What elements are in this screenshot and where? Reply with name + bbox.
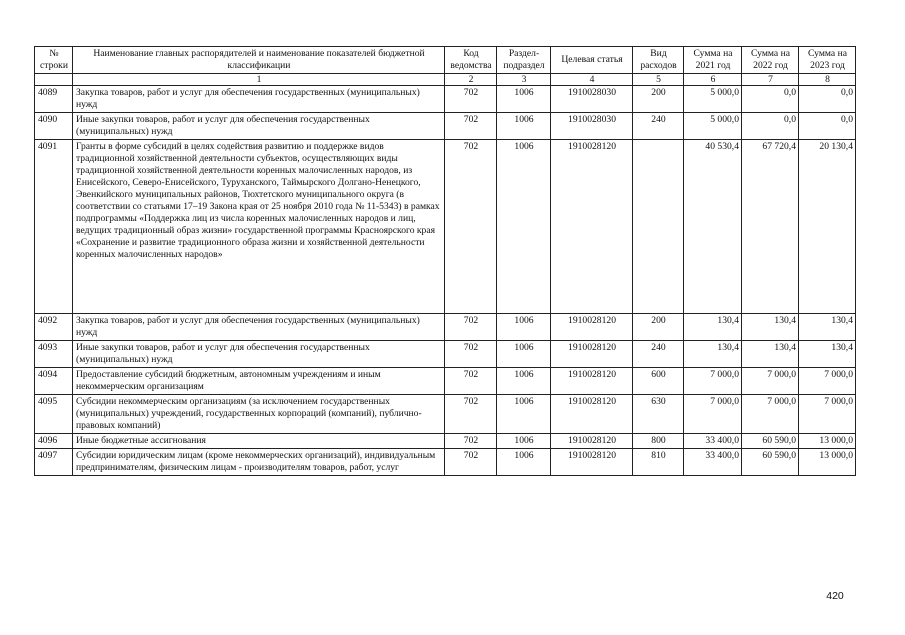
row-section: 1006 [497,395,551,434]
row-sum-2022: 67 720,4 [742,140,799,314]
row-sum-2021: 130,4 [684,341,742,368]
header-sum-2022: Сумма на 2022 год [742,47,799,74]
row-num: 4094 [35,368,73,395]
row-name: Закупка товаров, работ и услуг для обеспечения государственных (муниципальных) нужд [73,314,445,341]
row-name: Предоставление субсидий бюджетным, автономным учреждениям и иным некоммерческим организациям [73,368,445,395]
row-sum-2022: 7 000,0 [742,395,799,434]
row-num: 4089 [35,86,73,113]
row-sum-2023: 130,4 [799,341,856,368]
row-section: 1006 [497,368,551,395]
row-sum-2023: 13 000,0 [799,449,856,476]
row-target: 1910028120 [551,314,633,341]
header-num: № строки [35,47,73,74]
table-row [35,395,856,434]
row-type: 240 [633,341,684,368]
row-target: 1910028120 [551,449,633,476]
row-target: 1910028120 [551,368,633,395]
page-number: 420 [826,590,844,602]
column-number-row [35,74,856,86]
row-name: Субсидии некоммерческим организациям (за исключением государственных (муниципальных) учреждений, государственных корпораций (компаний), публично-правовых компаний) [73,395,445,434]
column-number: 2 [445,74,497,86]
row-sum-2022: 130,4 [742,314,799,341]
row-type: 800 [633,434,684,449]
row-sum-2023: 0,0 [799,113,856,140]
row-sum-2021: 5 000,0 [684,86,742,113]
row-dept: 702 [445,434,497,449]
row-section: 1006 [497,449,551,476]
row-num: 4091 [35,140,73,314]
header-section: Раздел-подраздел [497,47,551,74]
table-row [35,434,856,449]
row-type: 240 [633,113,684,140]
row-sum-2022: 60 590,0 [742,449,799,476]
row-type: 200 [633,314,684,341]
row-name: Закупка товаров, работ и услуг для обеспечения государственных (муниципальных) нужд [73,86,445,113]
row-sum-2021: 40 530,4 [684,140,742,314]
row-name: Субсидии юридическим лицам (кроме некоммерческих организаций), индивидуальным предпринимателям, физическим лицам - производителям товаров, работ, услуг [73,449,445,476]
row-type [633,140,684,314]
row-dept: 702 [445,140,497,314]
row-dept: 702 [445,449,497,476]
row-num: 4090 [35,113,73,140]
table-row [35,449,856,476]
column-number: 3 [497,74,551,86]
row-target: 1910028120 [551,341,633,368]
row-name: Гранты в форме субсидий в целях содействия развитию и поддержке видов традиционной хозяйственной деятельности субъектов, осуществляющих виды традиционной хозяйственной деятельности коренных малочисленных народов, из Енисейского, Северо-Енисейского, Туруханского, Таймырского Долгано-Ненецкого, Эвенкийского муниципальных районов, Тюхтетского муниципального округа (в соответствии со статьями 17–19 Закона края от 25 ноября 2010 года № 11-5343) в рамках подпрограммы «Поддержка лиц из числа коренных малочисленных народов и лиц, ведущих традиционный образ жизни» государственной программы Красноярского края «Сохранение и развитие традиционного образа жизни и хозяйственной деятельности коренных малочисленных народов» [73,140,445,314]
row-type: 630 [633,395,684,434]
table-row [35,113,856,140]
column-number: 1 [73,74,445,86]
row-sum-2022: 130,4 [742,341,799,368]
row-section: 1006 [497,341,551,368]
column-number-empty [35,74,73,86]
row-section: 1006 [497,140,551,314]
column-number: 8 [799,74,856,86]
row-dept: 702 [445,341,497,368]
row-sum-2021: 33 400,0 [684,449,742,476]
row-sum-2023: 0,0 [799,86,856,113]
table-row [35,140,856,314]
row-name: Иные закупки товаров, работ и услуг для обеспечения государственных (муниципальных) нужд [73,341,445,368]
column-number: 7 [742,74,799,86]
row-dept: 702 [445,368,497,395]
row-sum-2023: 130,4 [799,314,856,341]
header-type: Вид расходов [633,47,684,74]
table-row [35,368,856,395]
header-target: Целевая статья [551,47,633,74]
column-number: 6 [684,74,742,86]
column-number: 5 [633,74,684,86]
row-dept: 702 [445,395,497,434]
table-row [35,86,856,113]
row-sum-2023: 13 000,0 [799,434,856,449]
row-sum-2022: 0,0 [742,113,799,140]
row-section: 1006 [497,86,551,113]
row-dept: 702 [445,314,497,341]
row-target: 1910028120 [551,434,633,449]
header-sum-2023: Сумма на 2023 год [799,47,856,74]
row-num: 4092 [35,314,73,341]
row-target: 1910028030 [551,86,633,113]
row-type: 600 [633,368,684,395]
row-num: 4093 [35,341,73,368]
column-number: 4 [551,74,633,86]
header-row [35,47,856,74]
header-sum-2021: Сумма на 2021 год [684,47,742,74]
header-name: Наименование главных распорядителей и наименование показателей бюджетной классификации [73,47,445,74]
row-section: 1006 [497,113,551,140]
row-num: 4096 [35,434,73,449]
row-target: 1910028120 [551,140,633,314]
row-section: 1006 [497,314,551,341]
row-sum-2021: 7 000,0 [684,395,742,434]
row-type: 810 [633,449,684,476]
row-dept: 702 [445,86,497,113]
row-sum-2023: 7 000,0 [799,395,856,434]
row-num: 4095 [35,395,73,434]
table-row [35,314,856,341]
row-num: 4097 [35,449,73,476]
row-sum-2021: 33 400,0 [684,434,742,449]
row-sum-2023: 7 000,0 [799,368,856,395]
row-sum-2021: 7 000,0 [684,368,742,395]
row-sum-2022: 0,0 [742,86,799,113]
header-dept: Код ведомства [445,47,497,74]
budget-table [34,46,856,476]
table-row [35,341,856,368]
row-dept: 702 [445,113,497,140]
row-sum-2022: 7 000,0 [742,368,799,395]
row-target: 1910028120 [551,395,633,434]
row-type: 200 [633,86,684,113]
row-section: 1006 [497,434,551,449]
row-sum-2021: 130,4 [684,314,742,341]
row-name: Иные бюджетные ассигнования [73,434,445,449]
row-sum-2022: 60 590,0 [742,434,799,449]
row-sum-2023: 20 130,4 [799,140,856,314]
row-name: Иные закупки товаров, работ и услуг для обеспечения государственных (муниципальных) нужд [73,113,445,140]
row-sum-2021: 5 000,0 [684,113,742,140]
row-target: 1910028030 [551,113,633,140]
